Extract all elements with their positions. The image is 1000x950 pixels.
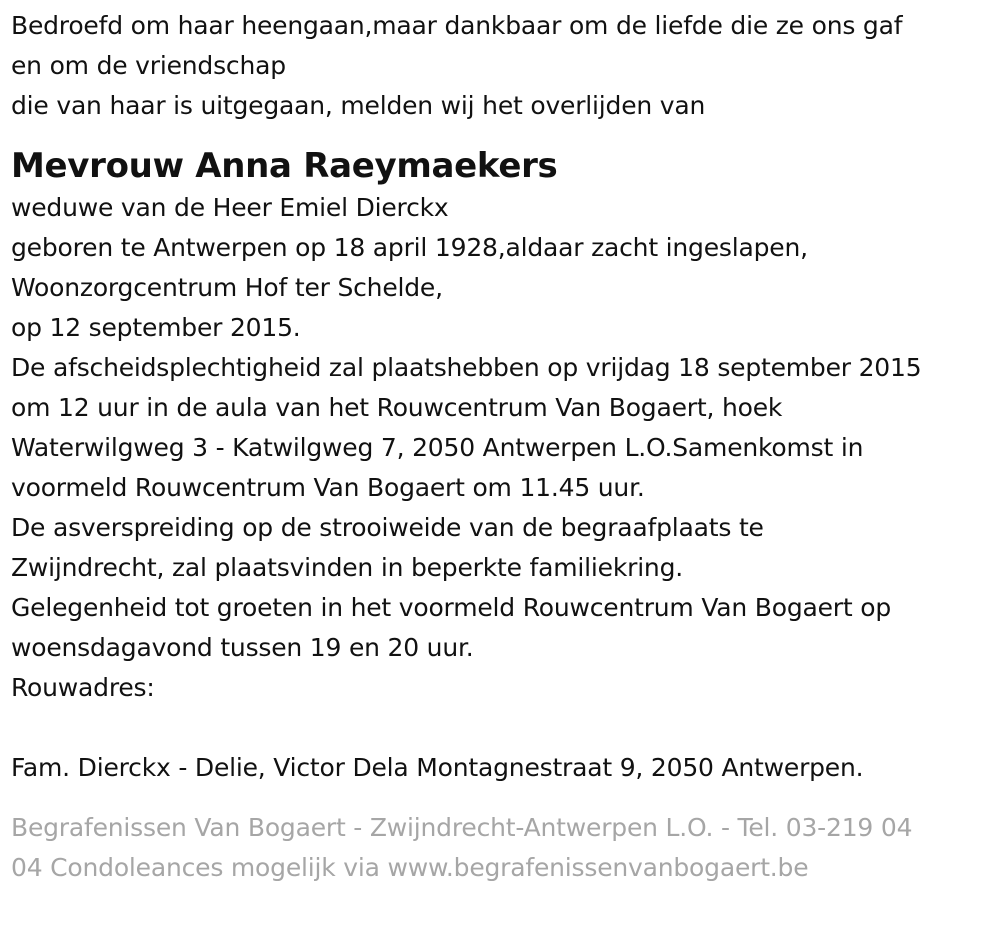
body-line: De afscheidsplechtigheid zal plaatshebben op vrijdag 18 september 2015 bbox=[11, 353, 922, 382]
body-line: op 12 september 2015. bbox=[11, 313, 301, 342]
intro-line: die van haar is uitgegaan, melden wij het overlijden van bbox=[11, 91, 706, 120]
intro-line: Bedroefd om haar heengaan,maar dankbaar om de liefde die ze ons gaf bbox=[11, 11, 903, 40]
body-line: Rouwadres: bbox=[11, 673, 155, 702]
footer-line: 04 Condoleances mogelijk via www.begrafenissenvanbogaert.be bbox=[11, 853, 809, 882]
body-line: woensdagavond tussen 19 en 20 uur. bbox=[11, 633, 474, 662]
body-line: Zwijndrecht, zal plaatsvinden in beperkte familiekring. bbox=[11, 553, 683, 582]
funeral-home-footer bbox=[11, 808, 996, 888]
intro-text bbox=[11, 6, 996, 126]
body-line: weduwe van de Heer Emiel Dierckx bbox=[11, 193, 449, 222]
body-line: geboren te Antwerpen op 18 april 1928,aldaar zacht ingeslapen, bbox=[11, 233, 808, 262]
mourning-address: Fam. Dierckx - Delie, Victor Dela Montagnestraat 9, 2050 Antwerpen. bbox=[11, 753, 864, 782]
body-line: Gelegenheid tot groeten in het voormeld Rouwcentrum Van Bogaert op bbox=[11, 593, 892, 622]
body-line: Waterwilgweg 3 - Katwilgweg 7, 2050 Antwerpen L.O.Samenkomst in bbox=[11, 433, 864, 462]
spacer bbox=[11, 788, 996, 808]
death-notice bbox=[11, 6, 996, 888]
deceased-name: Mevrouw Anna Raeymaekers bbox=[11, 146, 558, 186]
notice-body bbox=[11, 188, 996, 708]
body-line: om 12 uur in de aula van het Rouwcentrum Van Bogaert, hoek bbox=[11, 393, 783, 422]
body-line: De asverspreiding op de strooiweide van de begraafplaats te bbox=[11, 513, 764, 542]
spacer bbox=[11, 708, 996, 748]
footer-line: Begrafenissen Van Bogaert - Zwijndrecht-Antwerpen L.O. - Tel. 03-219 04 bbox=[11, 813, 913, 842]
body-line: Woonzorgcentrum Hof ter Schelde, bbox=[11, 273, 443, 302]
body-line: voormeld Rouwcentrum Van Bogaert om 11.45 uur. bbox=[11, 473, 645, 502]
intro-line: en om de vriendschap bbox=[11, 51, 286, 80]
